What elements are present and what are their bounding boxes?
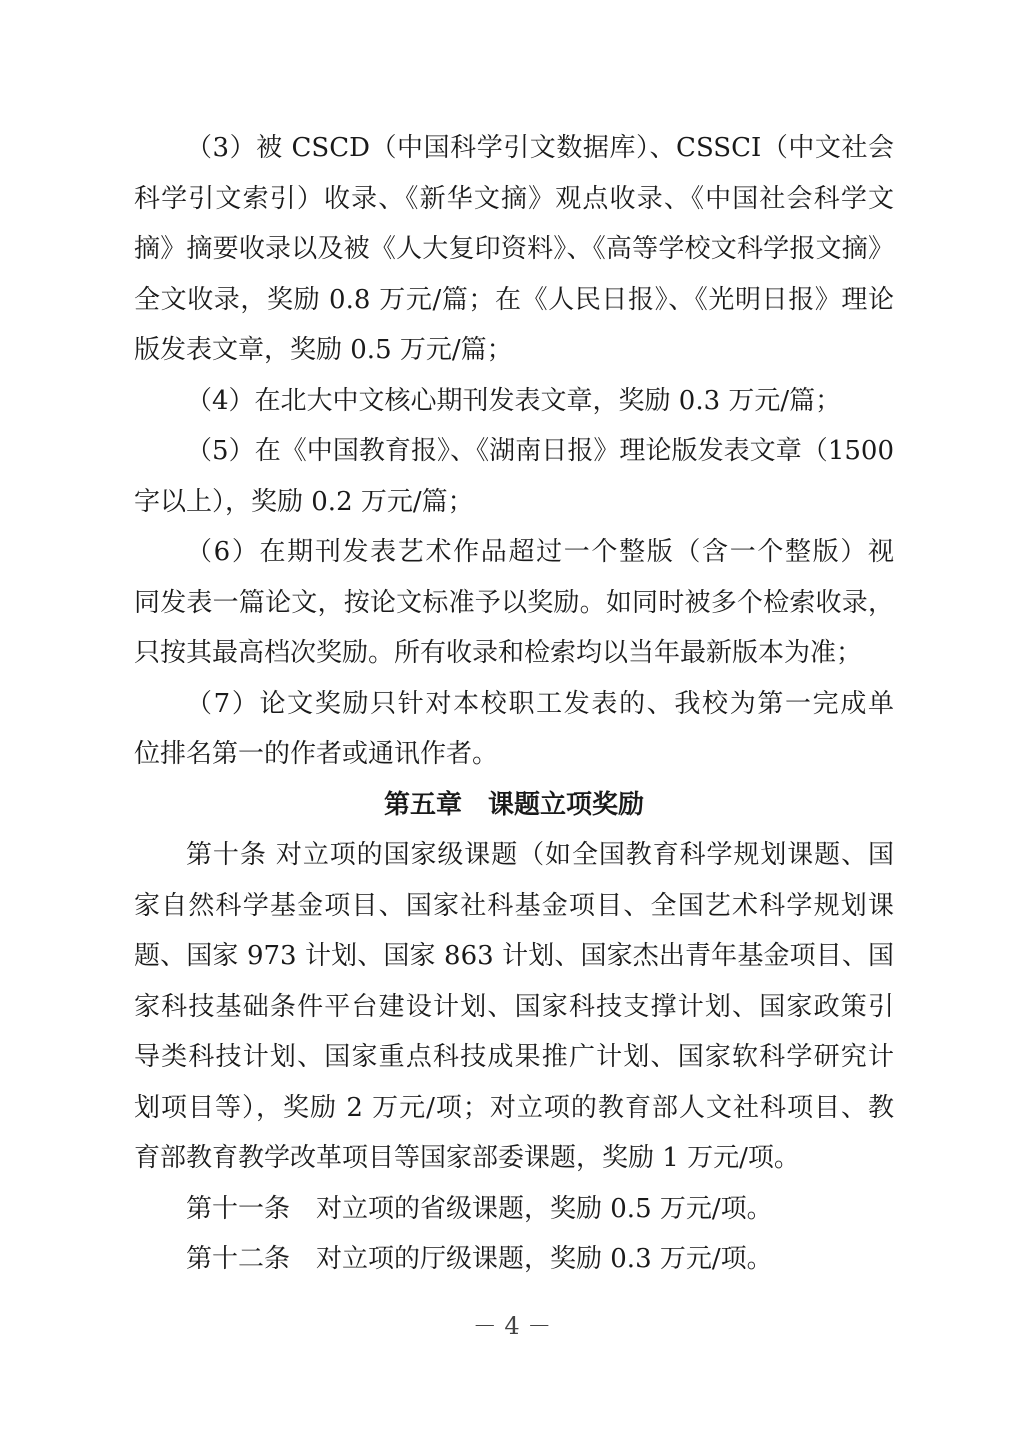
paragraph bbox=[134, 123, 894, 376]
text-line: 家自然科学基金项目、国家社科基金项目、全国艺术科学规划课 bbox=[134, 890, 894, 921]
text-line: （4）在北大中文核心期刊发表文章，奖励 0.3 万元/篇； bbox=[186, 385, 842, 416]
text-line: （6）在期刊发表艺术作品超过一个整版（含一个整版）视 bbox=[186, 537, 894, 567]
paragraph bbox=[134, 830, 894, 1184]
text-line: 同发表一篇论文，按论文标准予以奖励。如同时被多个检索收录， bbox=[134, 587, 894, 618]
text-line: 全文收录，奖励 0.8 万元/篇；在《人民日报》、《光明日报》理论 bbox=[134, 284, 894, 315]
text-line: 划项目等），奖励 2 万元/项；对立项的教育部人文社科项目、教 bbox=[134, 1092, 894, 1123]
text-line: 位排名第一的作者或通讯作者。 bbox=[134, 739, 499, 769]
text-line: 字以上），奖励 0.2 万元/篇； bbox=[134, 486, 474, 517]
text-line: 育部教育教学改革项目等国家部委课题，奖励 1 万元/项。 bbox=[134, 1143, 800, 1173]
paragraph bbox=[134, 1184, 894, 1235]
text-line: 摘》摘要收录以及被《人大复印资料》、《高等学校文科学报文摘》 bbox=[134, 234, 894, 264]
paragraph bbox=[134, 527, 894, 679]
page-number: － 4 － bbox=[472, 1312, 552, 1340]
text-line: 第十条 对立项的国家级课题（如全国教育科学规划课题、国 bbox=[186, 840, 894, 870]
text-line: 题、国家 973 计划、国家 863 计划、国家杰出青年基金项目、国 bbox=[134, 941, 894, 971]
text-line: （3）被 CSCD（中国科学引文数据库）、CSSCI（中文社会 bbox=[186, 133, 894, 163]
text-line: 家科技基础条件平台建设计划、国家科技支撑计划、国家政策引 bbox=[134, 991, 894, 1022]
paragraph bbox=[134, 376, 894, 427]
paragraph bbox=[134, 679, 894, 780]
chapter-heading: 第五章 课题立项奖励 bbox=[383, 789, 644, 820]
text-line: 第十二条 对立项的厅级课题，奖励 0.3 万元/项。 bbox=[186, 1244, 773, 1274]
text-line: 导类科技计划、国家重点科技成果推广计划、国家软科学研究计 bbox=[134, 1042, 894, 1072]
text-line: （5）在《中国教育报》、《湖南日报》理论版发表文章（1500 bbox=[186, 436, 894, 466]
paragraph bbox=[134, 1234, 894, 1285]
text-line: 只按其最高档次奖励。所有收录和检索均以当年最新版本为准； bbox=[134, 638, 863, 668]
text-line: 第十一条 对立项的省级课题，奖励 0.5 万元/项。 bbox=[186, 1193, 773, 1224]
text-line: 科学引文索引）收录、《新华文摘》观点收录、《中国社会科学文 bbox=[134, 183, 894, 214]
document-page bbox=[134, 123, 894, 1285]
paragraph bbox=[134, 426, 894, 527]
text-line: 版发表文章，奖励 0.5 万元/篇； bbox=[134, 335, 513, 365]
text-line: （7）论文奖励只针对本校职工发表的、我校为第一完成单 bbox=[186, 688, 894, 719]
